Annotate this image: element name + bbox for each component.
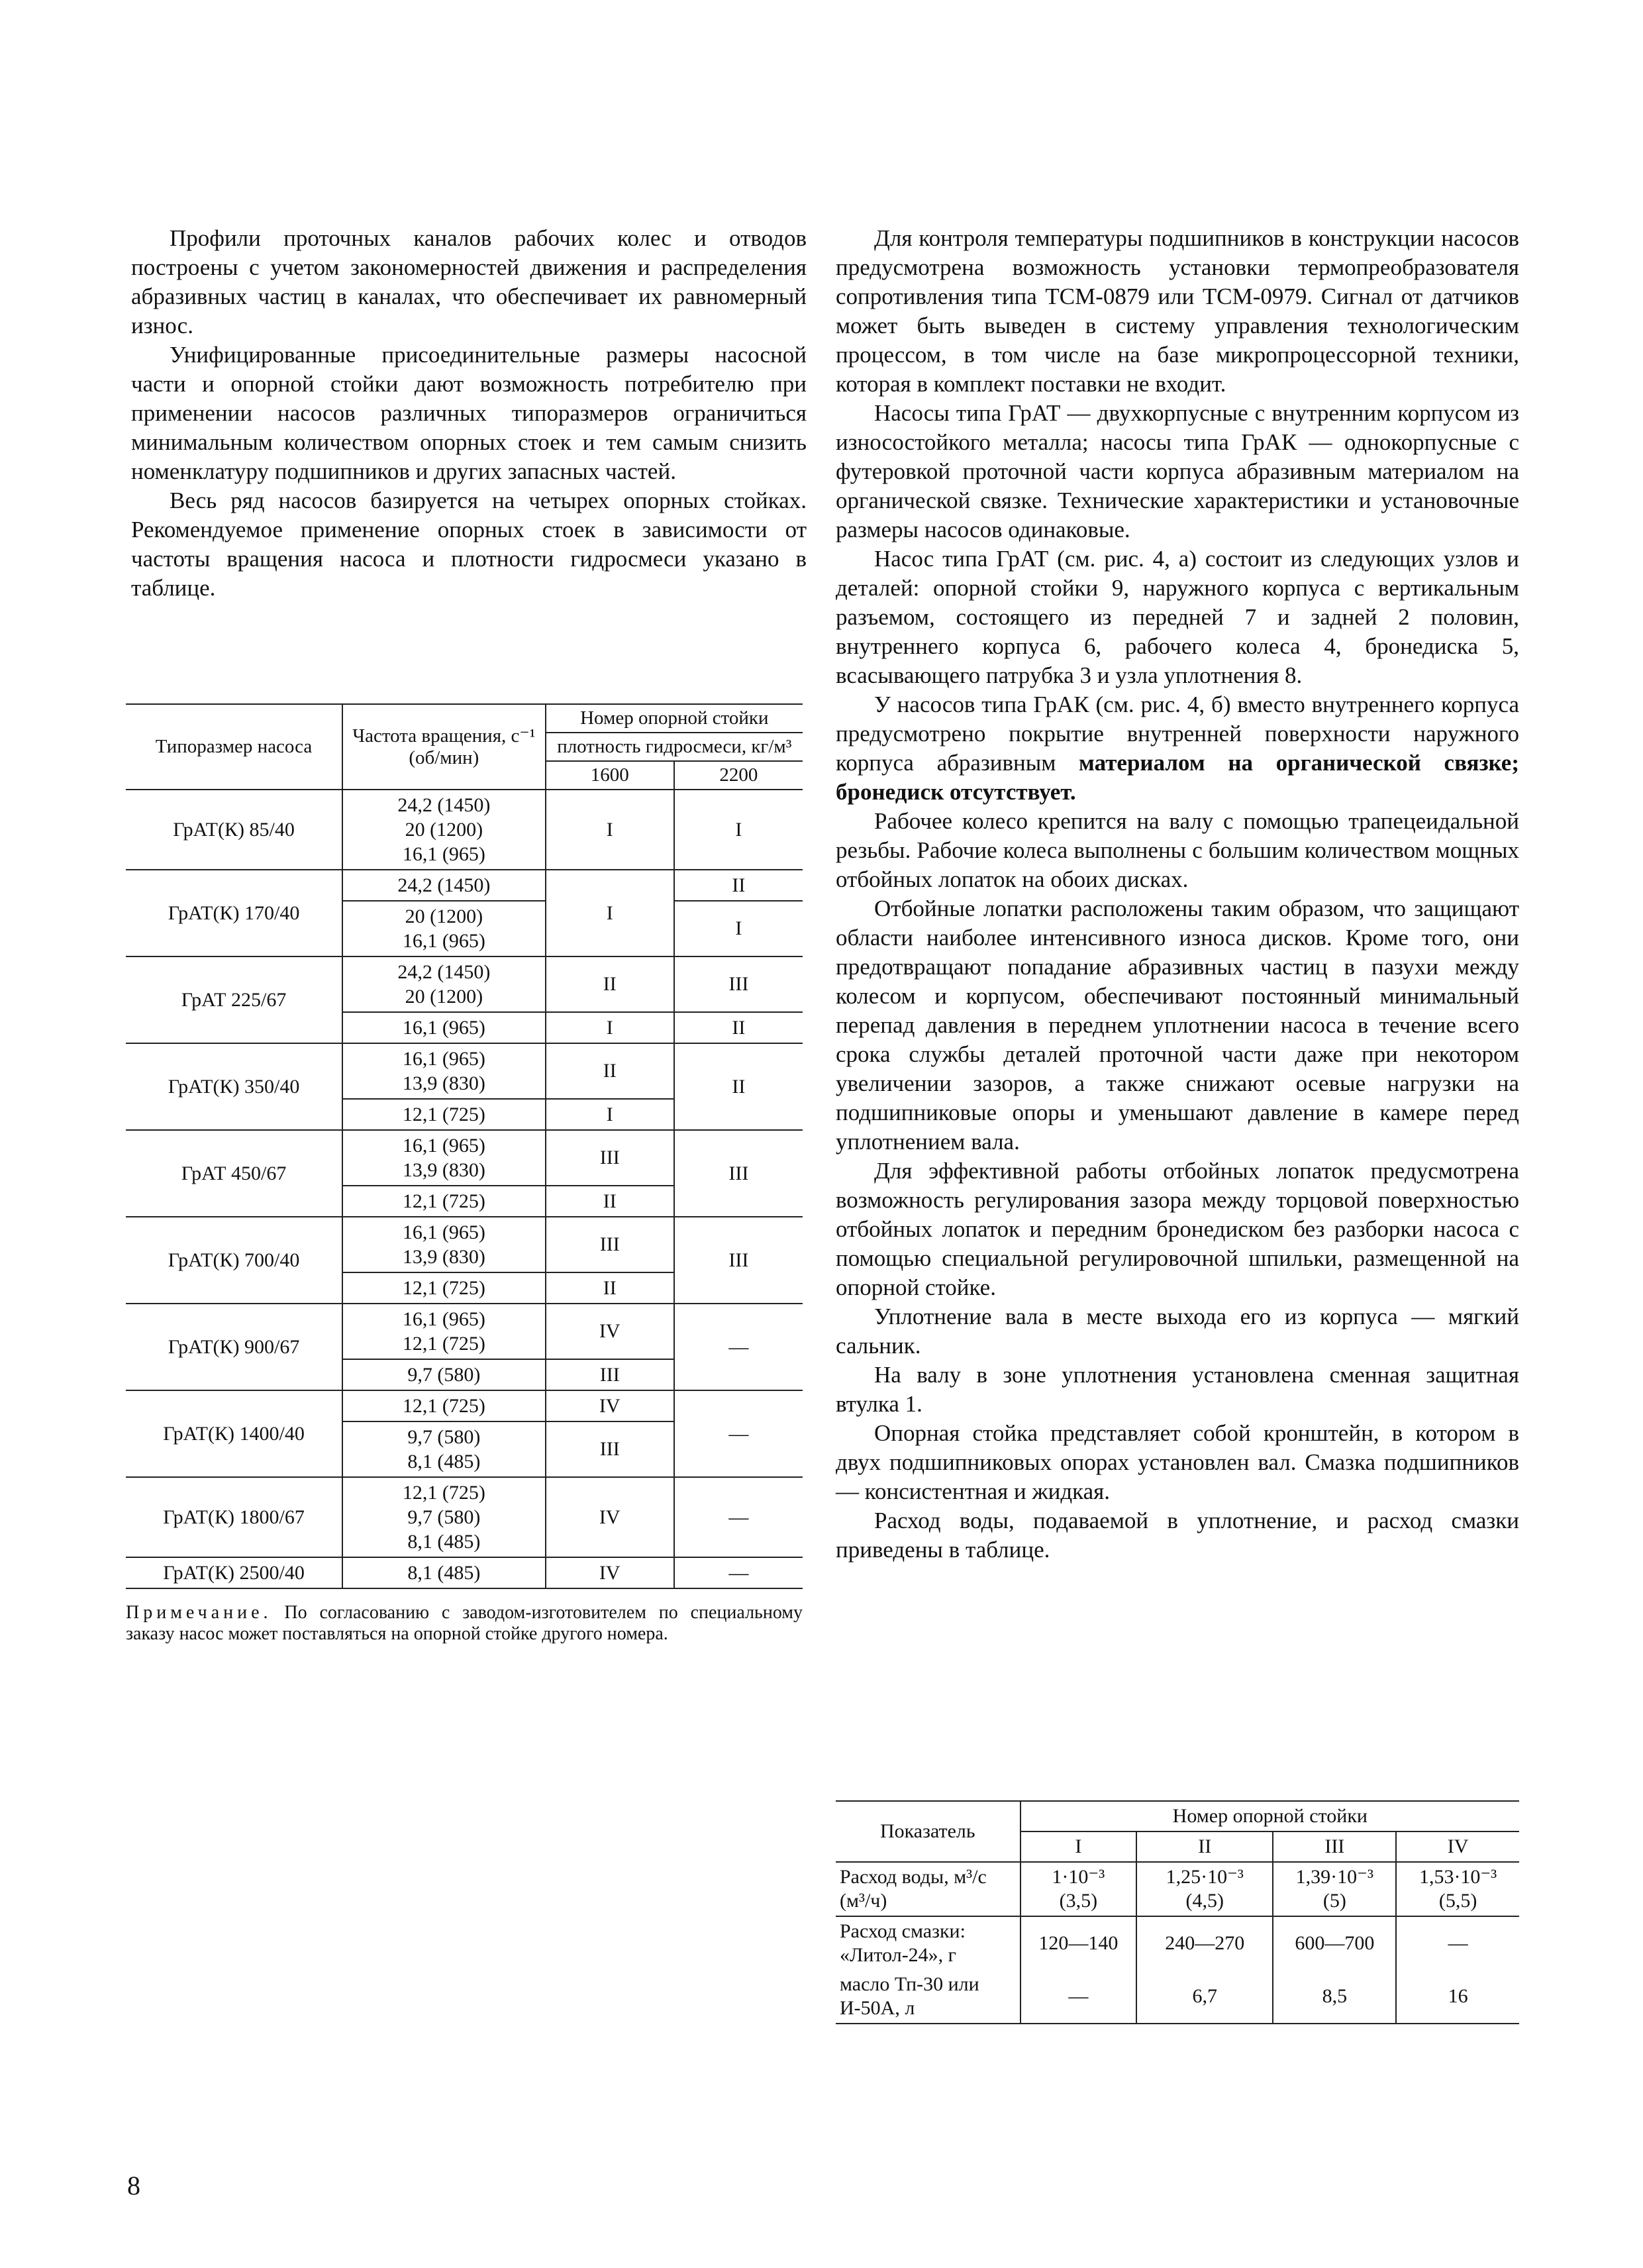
frequency-cell: 24,2 (1450) 20 (1200) [342, 956, 546, 1012]
table-row [836, 1862, 1519, 1916]
stand-cell: IV [546, 1304, 674, 1359]
paragraph: Насос типа ГрАТ (см. рис. 4, а) состоит из следующих узлов и деталей: опорной стойки 9, наружного корпуса с вертикальным разъемом, состоящего из передней 7 и задней 2 половин, внутреннего корпуса 6, рабочего колеса 4, бронедиска 5, всасывающего патрубка 3 и узла уплотнения 8. [836, 546, 1519, 688]
stand-cell: I [546, 1099, 674, 1130]
paragraph: Опорная стойка представляет собой кронштейн, в котором в двух подшипниковых опорах установлен вал. Смазка подшипников — консистентная и жидкая. [836, 1420, 1519, 1504]
frequency-cell: 24,2 (1450) 20 (1200) 16,1 (965) [342, 790, 546, 870]
note-label: Примечание. [126, 1602, 272, 1623]
header-density-2200: 2200 [674, 761, 803, 790]
value-cell: — [1396, 1916, 1519, 1970]
header-stand-3: III [1273, 1831, 1396, 1862]
frequency-cell: 24,2 (1450) [342, 870, 546, 901]
stand-cell: II [546, 1272, 674, 1304]
frequency-cell: 12,1 (725) [342, 1099, 546, 1130]
stand-cell: — [674, 1477, 803, 1557]
value-cell: 1,39·10⁻³ (5) [1273, 1862, 1396, 1916]
stand-cell: IV [546, 1390, 674, 1421]
table-row [126, 956, 803, 1012]
model-cell: ГрАТ(К) 700/40 [126, 1217, 342, 1304]
header-frequency: Частота вращения, с⁻¹ (об/мин) [342, 704, 546, 790]
table-row [126, 1557, 803, 1588]
model-cell: ГрАТ 225/67 [126, 956, 342, 1043]
frequency-cell: 9,7 (580) [342, 1359, 546, 1390]
paragraph [836, 690, 1519, 807]
stand-cell: I [674, 901, 803, 956]
table-row [836, 1970, 1519, 2024]
paragraph: Для эффективной работы отбойных лопаток предусмотрена возможность регулирования зазора между торцовой поверхностью отбойных лопаток и передним бронедиском без разборки насоса с помощью специальной регулировочной шпильки, размещенной на опорной стойке. [836, 1158, 1519, 1300]
header-stand-2: II [1136, 1831, 1273, 1862]
model-cell: ГрАТ 450/67 [126, 1130, 342, 1217]
stand-cell: III [674, 956, 803, 1012]
paragraph: Унифицированные присоединительные размеры насосной части и опорной стойки дают возможность потребителю при применении насосов различных типоразмеров ограничиться минимальным количеством опорных стоек и тем самым снизить номенклатуру подшипников и других запасных частей. [131, 342, 807, 484]
stand-cell: — [674, 1557, 803, 1588]
paragraph: Весь ряд насосов базируется на четырех опорных стойках. Рекомендуемое применение опорных стоек в зависимости от частоты вращения насоса и плотности гидросмеси указано в таблице. [131, 488, 807, 601]
header-stand-1: I [1021, 1831, 1136, 1862]
paragraph: Насосы типа ГрАТ — двухкорпусные с внутренним корпусом из износостойкого металла; насосы типа ГрАК — однокорпусные с футеровкой проточной части корпуса абразивным материалом на органической связке. Технические характеристики и установочные размеры насосов одинаковые. [836, 400, 1519, 542]
water-label: Расход воды, м³/с (м³/ч) [836, 1862, 1021, 1916]
model-cell: ГрАТ(К) 85/40 [126, 790, 342, 870]
frequency-cell: 12,1 (725) 9,7 (580) 8,1 (485) [342, 1477, 546, 1557]
stand-cell: I [546, 1012, 674, 1043]
frequency-cell: 20 (1200) 16,1 (965) [342, 901, 546, 956]
model-cell: ГрАТ(К) 1800/67 [126, 1477, 342, 1557]
frequency-cell: 16,1 (965) 13,9 (830) [342, 1043, 546, 1099]
stand-cell: II [674, 870, 803, 901]
table-row [126, 1130, 803, 1186]
frequency-cell: 12,1 (725) [342, 1186, 546, 1217]
stand-cell: I [674, 790, 803, 870]
stand-cell: II [546, 1186, 674, 1217]
table-note [126, 1602, 803, 1645]
model-cell: ГрАТ(К) 1400/40 [126, 1390, 342, 1477]
header-stand: Номер опорной стойки [1021, 1801, 1519, 1831]
frequency-cell: 16,1 (965) [342, 1012, 546, 1043]
stand-cell: III [546, 1421, 674, 1477]
table-row [126, 1477, 803, 1557]
value-cell: 8,5 [1273, 1970, 1396, 2024]
grease-label: Расход смазки: «Литол-24», г [836, 1916, 1021, 1970]
value-cell: — [1021, 1970, 1136, 2024]
frequency-cell: 16,1 (965) 12,1 (725) [342, 1304, 546, 1359]
stand-selection-table-block [126, 703, 803, 1645]
note-text: По согласованию с заводом-изготовителем по специальному заказу насос может поставляться на опорной стойке другого номера. [126, 1602, 803, 1644]
value-cell: 240—270 [1136, 1916, 1273, 1970]
value-cell: 120—140 [1021, 1916, 1136, 1970]
stand-cell: II [674, 1012, 803, 1043]
table-row [126, 1043, 803, 1099]
stand-cell: II [546, 1043, 674, 1099]
frequency-cell: 8,1 (485) [342, 1557, 546, 1588]
stand-cell: III [546, 1130, 674, 1186]
stand-cell: IV [546, 1557, 674, 1588]
page-number: 8 [127, 2171, 140, 2200]
frequency-cell: 16,1 (965) 13,9 (830) [342, 1130, 546, 1186]
value-cell: 1,53·10⁻³ (5,5) [1396, 1862, 1519, 1916]
paragraph: Профили проточных каналов рабочих колес и отводов построены с учетом закономерностей движения и распределения абразивных частиц в каналах, что обеспечивает их равномерный износ. [131, 225, 807, 338]
oil-label: масло Тп-30 или И-50А, л [836, 1970, 1021, 2024]
table-row [126, 1217, 803, 1272]
stand-cell: I [546, 870, 674, 956]
consumption-table-block [836, 1800, 1519, 2024]
frequency-cell: 12,1 (725) [342, 1272, 546, 1304]
stand-cell: II [674, 1043, 803, 1130]
header-stand-4: IV [1396, 1831, 1519, 1862]
table-row [836, 1916, 1519, 1970]
table-row [126, 790, 803, 870]
value-cell: 16 [1396, 1970, 1519, 2024]
left-text-column [131, 224, 807, 603]
stand-cell: — [674, 1304, 803, 1390]
stand-cell: II [546, 956, 674, 1012]
paragraph: Отбойные лопатки расположены таким образом, что защищают области наиболее интенсивного износа дисков. Кроме того, они предотвращают попадание абразивных частиц в пазухи между колесом и корпусом, обеспечивают постоянный минимальный перепад давления в переднем уплотнении насоса в течение всего срока службы деталей проточной части даже при некотором увеличении зазоров, а также снижают осевые нагрузки на подшипниковые опоры и уменьшают давление в камере перед уплотнением вала. [836, 896, 1519, 1155]
header-parameter: Показатель [836, 1801, 1021, 1862]
table-row [126, 1390, 803, 1421]
stand-cell: — [674, 1390, 803, 1477]
model-cell: ГрАТ(К) 170/40 [126, 870, 342, 956]
table-row [126, 1304, 803, 1359]
frequency-cell: 12,1 (725) [342, 1390, 546, 1421]
stand-cell: III [674, 1217, 803, 1304]
value-cell: 6,7 [1136, 1970, 1273, 2024]
paragraph: Уплотнение вала в месте выхода его из корпуса — мягкий сальник. [836, 1304, 1519, 1359]
frequency-cell: 9,7 (580) 8,1 (485) [342, 1421, 546, 1477]
value-cell: 1,25·10⁻³ (4,5) [1136, 1862, 1273, 1916]
stand-cell: III [546, 1359, 674, 1390]
paragraph-text: У насосов типа ГрАК (см. рис. 4, б) вместо внутреннего корпуса предусмотрено покрытие внутренней поверхности наружного корпуса абразивным [836, 692, 1519, 776]
model-cell: ГрАТ(К) 2500/40 [126, 1557, 342, 1588]
paragraph: На валу в зоне уплотнения установлена сменная защитная втулка 1. [836, 1362, 1519, 1417]
value-cell: 1·10⁻³ (3,5) [1021, 1862, 1136, 1916]
stand-cell: III [674, 1130, 803, 1217]
frequency-cell: 16,1 (965) 13,9 (830) [342, 1217, 546, 1272]
header-stand: Номер опорной стойки [546, 704, 803, 733]
stand-cell: I [546, 790, 674, 870]
paragraph-emphasis: материалом на органической связке; бронедиск отсутствует. [836, 750, 1519, 805]
header-model: Типоразмер насоса [126, 704, 342, 790]
paragraph: Расход воды, подаваемой в уплотнение, и расход смазки приведены в таблице. [836, 1508, 1519, 1563]
table-row [126, 870, 803, 901]
stand-selection-table [126, 703, 803, 1589]
header-density-1600: 1600 [546, 761, 674, 790]
paragraph: Для контроля температуры подшипников в конструкции насосов предусмотрена возможность установки термопреобразователя сопротивления типа ТСМ-0879 или ТСМ-0979. Сигнал от датчиков может быть выведен в систему управления технологическим процессом, в том числе на базе микропроцессорной техники, которая в комплект поставки не входит. [836, 225, 1519, 397]
paragraph: Рабочее колесо крепится на валу с помощью трапецеидальной резьбы. Рабочие колеса выполнены с большим количеством мощных отбойных лопаток на обоих дисках. [836, 808, 1519, 892]
consumption-table [836, 1800, 1519, 2024]
stand-cell: III [546, 1217, 674, 1272]
value-cell: 600—700 [1273, 1916, 1396, 1970]
model-cell: ГрАТ(К) 350/40 [126, 1043, 342, 1130]
stand-cell: IV [546, 1477, 674, 1557]
right-text-column [836, 224, 1519, 1565]
model-cell: ГрАТ(К) 900/67 [126, 1304, 342, 1390]
header-density: плотность гидросмеси, кг/м³ [546, 733, 803, 761]
